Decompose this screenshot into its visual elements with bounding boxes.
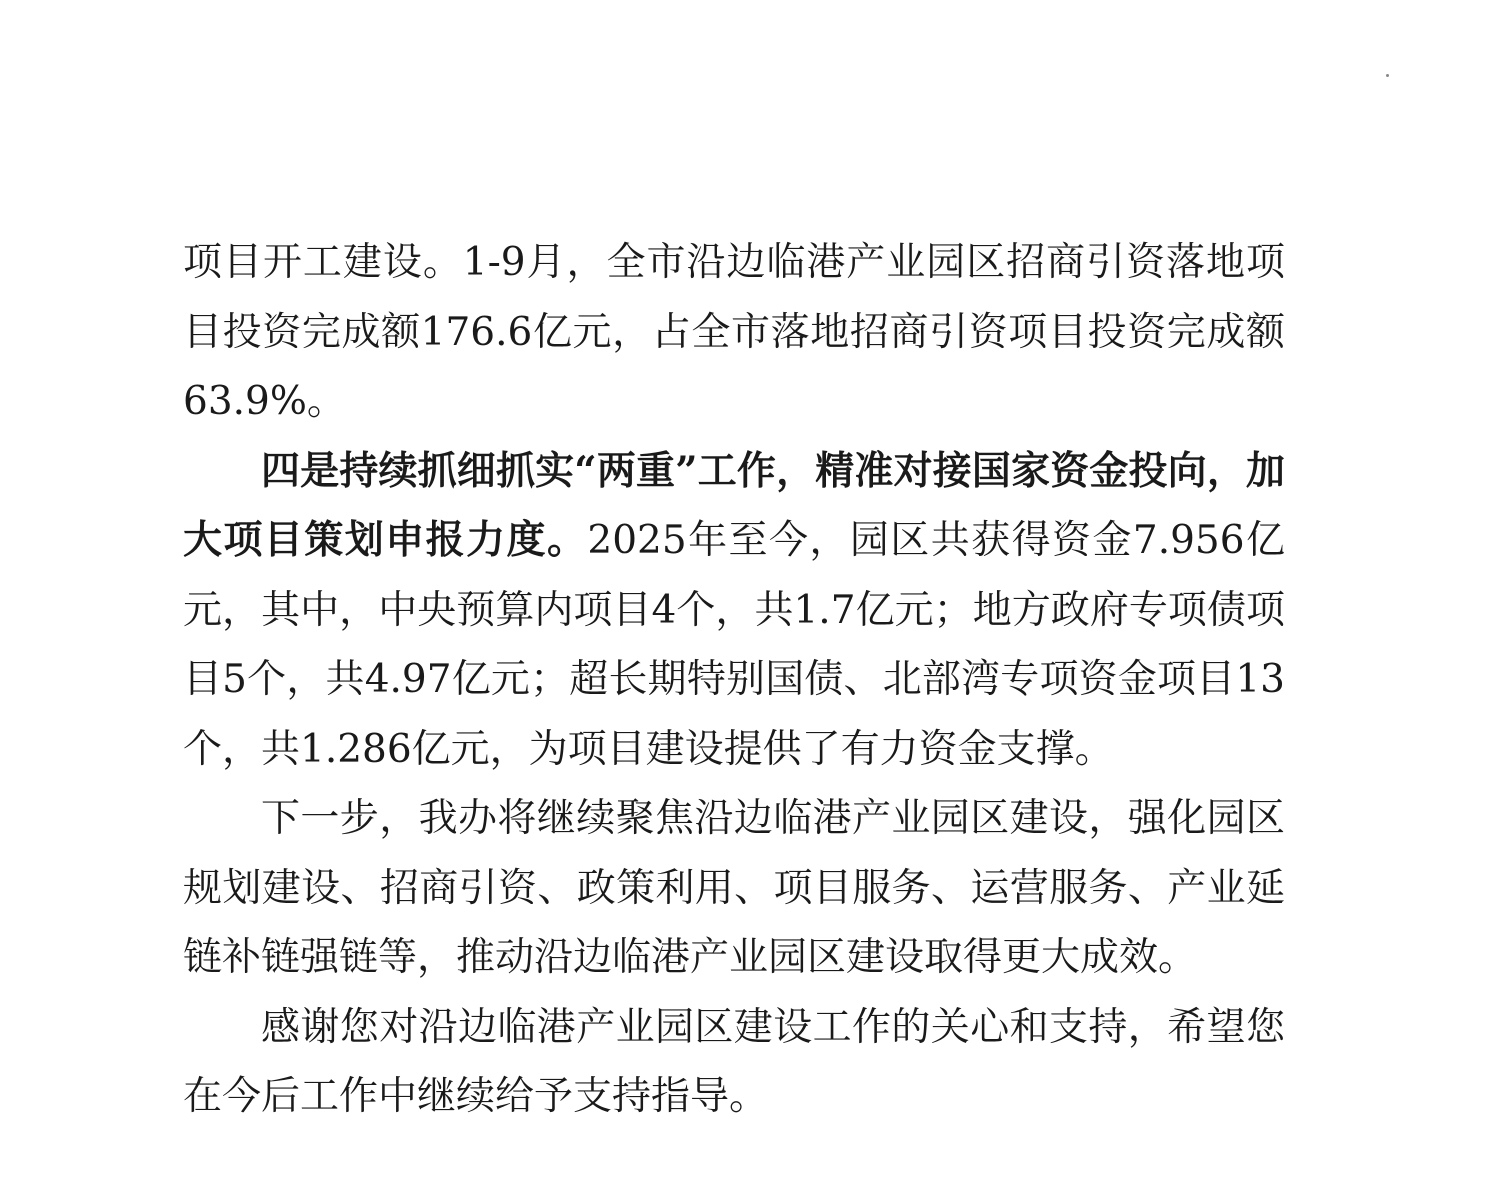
paragraph-text: 下一步，我办将继续聚焦沿边临港产业园区建设，强化园区规划建设、招商引资、政策利用、项目服务、运营服务、产业延链补链强链等，推动沿边临港产业园区建设取得更大成效。 [183, 796, 1285, 980]
paragraph-bold-lead: 四是持续抓细抓实“两重”工作，精准对接国家资金投向，加大项目策划申报力度。 [183, 447, 1285, 563]
paragraph-text: 2025年至今，园区共获得资金7.956亿元，其中，中央预算内项目4个，共1.7亿元；地方政府专项债项目5个，共4.97亿元；超长期特别国债、北部湾专项资金项目13个，共1.286亿元，为项目建设提供了有力资金支撑。 [183, 518, 1285, 772]
document-body [183, 228, 1285, 1132]
paragraph-next-steps [183, 784, 1285, 993]
paragraph-investment-summary [183, 228, 1285, 437]
paragraph-funding [183, 437, 1285, 785]
paragraph-text: 感谢您对沿边临港产业园区建设工作的关心和支持，希望您在今后工作中继续给予支持指导。 [183, 1004, 1285, 1119]
paragraph-closing [183, 993, 1285, 1132]
paragraph-text: 项目开工建设。1-9月，全市沿边临港产业园区招商引资落地项目投资完成额176.6亿元，占全市落地招商引资项目投资完成额63.9%。 [183, 240, 1285, 424]
scan-speck [1386, 74, 1389, 77]
